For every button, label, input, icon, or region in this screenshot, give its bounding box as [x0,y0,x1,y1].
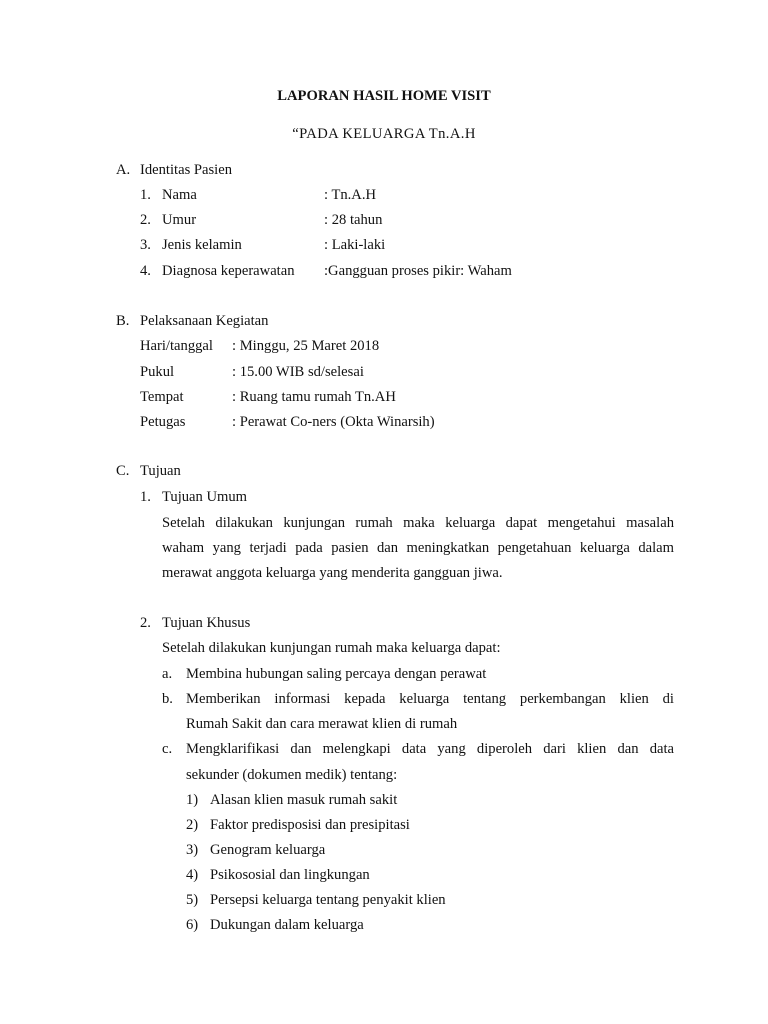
patient-diagnosis-number: 4. [140,263,151,279]
data-item-number: 5) [186,892,199,908]
document-subtitle: “PADA KELUARGA Tn.A.H [292,126,476,142]
goal-c-line: sekunder (dokumen medik) tentang: [186,767,398,783]
general-goal-line: Setelah dilakukan kunjungan rumah maka keluarga dapat mengetahui masalah [162,515,674,531]
visit-place-label: Tempat [140,389,184,405]
visit-time-label: Pukul [140,364,175,380]
general-goal-heading: Tujuan Umum [162,489,248,505]
specific-goal-heading: Tujuan Khusus [162,615,251,631]
data-item-text: Psikososial dan lingkungan [210,867,370,883]
section-a-heading: Identitas Pasien [140,162,233,178]
data-item-text: Faktor predisposisi dan presipitasi [210,817,410,833]
general-goal-line: merawat anggota keluarga yang menderita gangguan jiwa. [162,565,503,581]
section-c-heading: Tujuan [140,463,181,479]
goal-a-letter: a. [162,666,173,682]
data-item-text: Genogram keluarga [210,842,326,858]
goal-a-text: Membina hubungan saling percaya dengan perawat [186,666,487,682]
data-item-number: 4) [186,867,199,883]
data-item-number: 2) [186,817,199,833]
general-goal-number: 1. [140,489,151,505]
visit-date-value: : Minggu, 25 Maret 2018 [232,338,380,354]
section-b-letter: B. [116,313,130,329]
visit-officer-value: : Perawat Co-ners (Okta Winarsih) [232,414,435,430]
data-item-number: 3) [186,842,199,858]
patient-age-number: 2. [140,212,151,228]
patient-name-value: : Tn.A.H [324,187,377,203]
patient-gender-number: 3. [140,237,151,253]
patient-diagnosis-label: Diagnosa keperawatan [162,263,295,279]
patient-gender-label: Jenis kelamin [162,237,242,253]
specific-goal-number: 2. [140,615,151,631]
goal-b-line: Rumah Sakit dan cara merawat klien di rumah [186,716,458,732]
goal-c-letter: c. [162,741,173,757]
data-item-text: Alasan klien masuk rumah sakit [210,792,398,808]
patient-age-value: : 28 tahun [324,212,383,228]
patient-name-label: Nama [162,187,197,203]
data-item-text: Persepsi keluarga tentang penyakit klien [210,892,446,908]
visit-officer-label: Petugas [140,414,186,430]
visit-time-value: : 15.00 WIB sd/selesai [232,364,364,380]
patient-age-label: Umur [162,212,197,228]
document-title: LAPORAN HASIL HOME VISIT [277,88,491,104]
section-c-letter: C. [116,463,130,479]
section-a-letter: A. [116,162,131,178]
data-item-number: 6) [186,917,199,933]
patient-name-number: 1. [140,187,151,203]
visit-date-label: Hari/tanggal [140,338,213,354]
patient-gender-value: : Laki-laki [324,237,386,253]
data-item-text: Dukungan dalam keluarga [210,917,364,933]
patient-diagnosis-value: :Gangguan proses pikir: Waham [324,263,512,279]
data-item-number: 1) [186,792,199,808]
section-b-heading: Pelaksanaan Kegiatan [140,313,269,329]
visit-place-value: : Ruang tamu rumah Tn.AH [232,389,396,405]
goal-c-line: Mengklarifikasi dan melengkapi data yang diperoleh dari klien dan data [186,741,674,757]
specific-goal-intro: Setelah dilakukan kunjungan rumah maka keluarga dapat: [162,640,501,656]
goal-b-letter: b. [162,691,173,707]
general-goal-line: waham yang terjadi pada pasien dan meningkatkan pengetahuan keluarga dalam [162,540,674,556]
goal-b-line: Memberikan informasi kepada keluarga tentang perkembangan klien di [186,691,674,707]
